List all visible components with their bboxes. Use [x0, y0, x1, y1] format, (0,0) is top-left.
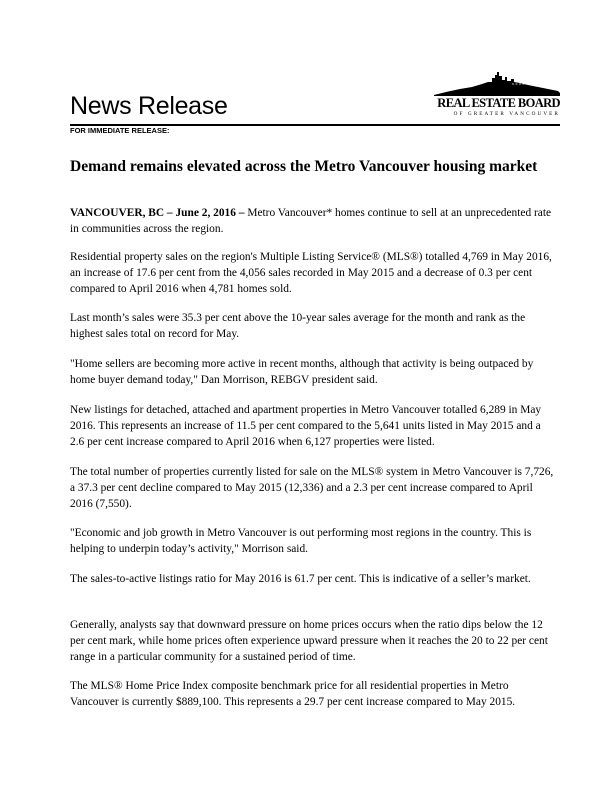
- board-subtitle: OF GREATER VANCOUVER: [453, 111, 560, 117]
- dateline: VANCOUVER, BC – June 2, 2016 –: [70, 207, 245, 219]
- paragraph: New listings for detached, attached and apartment properties in Metro Vancouver totalled 6,289 in May 2016. This represents an increase of 11.5 per cent compared to the 5,641 units listed in May 2015 and a 2.6 per cent increase compared to April 2016 when 6,127 properties were listed.: [70, 404, 542, 448]
- paragraph: The total number of properties currently listed for sale on the MLS® system in Metro Vancouver is 7,726, a 37.3 per cent decline compared to May 2015 (12,336) and a 2.3 per cent increase compared to April 2016 (7,550).: [70, 466, 554, 510]
- skyline-icon: [428, 70, 562, 96]
- paragraph: Last month’s sales were 35.3 per cent above the 10-year sales average for the month and rank as the highest sales total on record for May.: [70, 312, 526, 340]
- paragraph: The MLS® Home Price Index composite benchmark price for all residential properties in Metro Vancouver is currently $889,100. This represents a 29.7 per cent increase compared to May 2015.: [70, 680, 516, 708]
- board-logo: [428, 70, 562, 126]
- paragraph: The sales-to-active listings ratio for May 2016 is 61.7 per cent. This is indicative of a seller’s market.: [70, 573, 531, 585]
- paragraph: "Home sellers are becoming more active in recent months, although that activity is being outpaced by home buyer demand today," Dan Morrison, REBGV president said.: [70, 358, 534, 386]
- release-label: FOR IMMEDIATE RELEASE:: [70, 126, 170, 135]
- board-name: REAL ESTATE BOARD: [437, 96, 560, 110]
- paragraph: Generally, analysts say that downward pressure on home prices occurs when the ratio dips below the 12 per cent mark, while home prices often experience upward pressure when it reaches the 20 to 22 per cent range in a particular community for a sustained period of time.: [70, 619, 548, 663]
- article-headline: Demand remains elevated across the Metro Vancouver housing market: [70, 158, 538, 175]
- lead-text: Metro Vancouver* homes continue to sell at an unprecedented rate in communities across the region.: [70, 207, 552, 235]
- lead-paragraph: [70, 205, 554, 237]
- news-release-title: News Release: [70, 92, 228, 120]
- paragraph: "Economic and job growth in Metro Vancouver is out performing most regions in the country. This is helping to underpin today’s activity," Morrison said.: [70, 527, 532, 555]
- paragraph: Residential property sales on the region's Multiple Listing Service® (MLS®) totalled 4,769 in May 2016, an increase of 17.6 per cent from the 4,056 sales recorded in May 2015 and a decrease of 0.3 per cent compared to April 2016 when 4,781 homes sold.: [70, 251, 552, 295]
